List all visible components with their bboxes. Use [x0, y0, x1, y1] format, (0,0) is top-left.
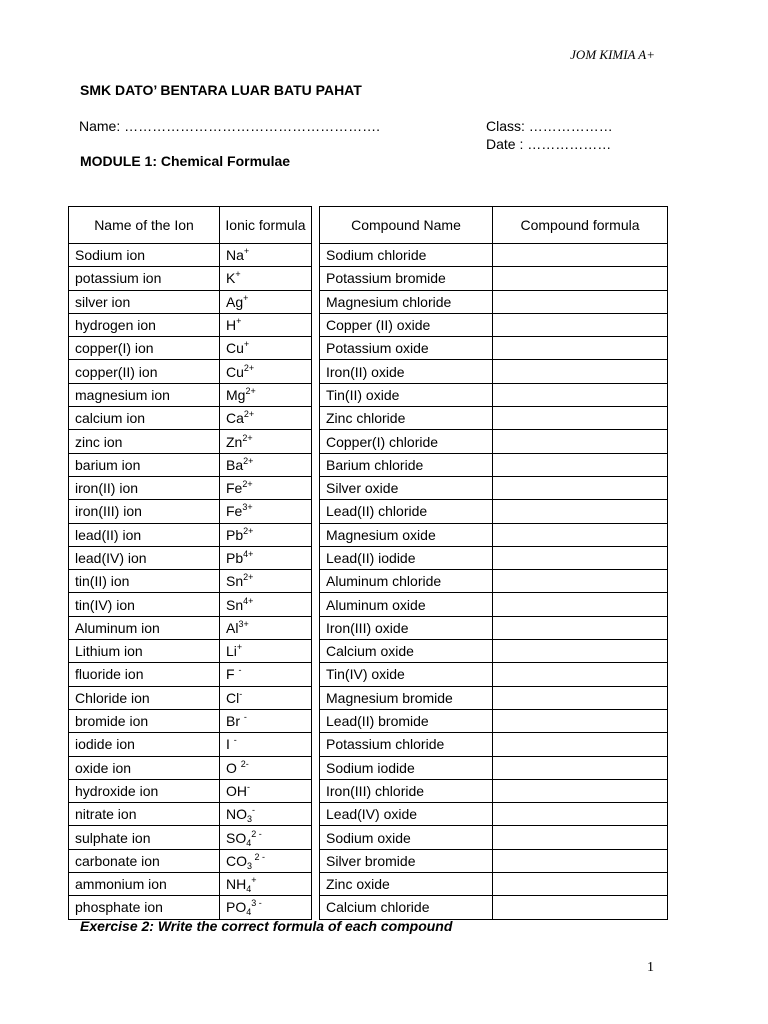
ion-name-cell: ammonium ion	[69, 873, 220, 896]
compound-formula-answer-cell[interactable]	[493, 826, 668, 849]
ion-name-cell: phosphate ion	[69, 896, 220, 919]
formula-subscript: 3	[247, 860, 253, 871]
table-row	[320, 849, 668, 872]
formula-base: I	[226, 736, 234, 753]
formula-base: Ba	[226, 456, 244, 473]
formula-charge: +	[243, 292, 249, 303]
formula-base: Fe	[226, 503, 243, 520]
formula-charge: 3+	[238, 618, 249, 629]
compound-name-cell: Copper (II) oxide	[320, 313, 493, 336]
ionic-formula-cell	[220, 663, 312, 686]
ion-name-cell: lead(II) ion	[69, 523, 220, 546]
table-row	[69, 873, 312, 896]
table-row	[69, 709, 312, 732]
table-row	[320, 756, 668, 779]
table-row	[69, 686, 312, 709]
formula-base: NO	[226, 806, 247, 823]
table-row	[320, 896, 668, 919]
ionic-formula-cell	[220, 383, 312, 406]
formula-charge: 2 -	[252, 851, 266, 862]
table-row	[320, 360, 668, 383]
compound-formula-answer-cell[interactable]	[493, 709, 668, 732]
compound-table-body	[320, 244, 668, 920]
table-row	[320, 430, 668, 453]
table-row	[69, 756, 312, 779]
compound-formula-answer-cell[interactable]	[493, 640, 668, 663]
table-row	[320, 290, 668, 313]
table-row	[320, 500, 668, 523]
table-row	[69, 337, 312, 360]
compound-formula-answer-cell[interactable]	[493, 523, 668, 546]
formula-charge: -	[243, 712, 247, 723]
ionic-formula-cell	[220, 779, 312, 802]
formula-charge: -	[239, 688, 243, 699]
compound-name-cell: Tin(IV) oxide	[320, 663, 493, 686]
table-row	[320, 709, 668, 732]
formula-base: Ag	[226, 293, 244, 310]
compound-name-cell: Copper(I) chloride	[320, 430, 493, 453]
ionic-formula-cell	[220, 733, 312, 756]
ionic-formula-cell	[220, 407, 312, 430]
formula-base: Na	[226, 247, 244, 264]
compound-table	[319, 206, 668, 920]
compound-name-cell: Lead(II) bromide	[320, 709, 493, 732]
table-row	[69, 546, 312, 569]
ion-table-body	[69, 244, 312, 920]
table-row	[320, 826, 668, 849]
formula-subscript: 4	[246, 907, 252, 918]
table-row	[69, 383, 312, 406]
compound-name-cell: Silver bromide	[320, 849, 493, 872]
ion-name-cell: iron(II) ion	[69, 476, 220, 499]
table-row	[320, 453, 668, 476]
ionic-formula-cell	[220, 849, 312, 872]
formula-base: Cl	[226, 689, 240, 706]
table-row	[320, 779, 668, 802]
formula-base: O	[226, 759, 241, 776]
table-row	[69, 476, 312, 499]
compound-formula-answer-cell[interactable]	[493, 803, 668, 826]
compound-formula-answer-cell[interactable]	[493, 756, 668, 779]
formula-base: Br	[226, 713, 244, 730]
formula-charge: 2+	[243, 409, 255, 420]
ion-name-cell: oxide ion	[69, 756, 220, 779]
formula-base: Li	[226, 643, 237, 660]
compound-name-cell: Magnesium oxide	[320, 523, 493, 546]
ion-name-cell: bromide ion	[69, 709, 220, 732]
compound-formula-answer-cell[interactable]	[493, 849, 668, 872]
table-row	[69, 244, 312, 267]
module-title: MODULE 1: Chemical Formulae	[80, 153, 291, 169]
exercise-instruction: Exercise 2: Write the correct formula of each compound	[80, 918, 453, 934]
compound-formula-answer-cell[interactable]	[493, 616, 668, 639]
formula-charge: 3 -	[251, 898, 262, 909]
ionic-formula-cell	[220, 826, 312, 849]
formula-charge: 4+	[243, 595, 254, 606]
formula-base: K	[226, 270, 236, 287]
ion-name-cell: lead(IV) ion	[69, 546, 220, 569]
ionic-formula-header: Ionic formula	[220, 207, 312, 244]
table-row	[69, 313, 312, 336]
compound-formula-answer-cell[interactable]	[493, 686, 668, 709]
table-row	[320, 803, 668, 826]
compound-name-header: Compound Name	[320, 207, 493, 244]
formula-charge: +	[243, 246, 250, 257]
ion-name-cell: barium ion	[69, 453, 220, 476]
formula-subscript: 3	[247, 814, 253, 825]
compound-name-cell: Sodium oxide	[320, 826, 493, 849]
table-row	[320, 523, 668, 546]
formula-base: Mg	[226, 386, 246, 403]
table-row	[69, 430, 312, 453]
table-row	[320, 663, 668, 686]
compound-name-cell: Lead(II) iodide	[320, 546, 493, 569]
table-row	[69, 267, 312, 290]
compound-name-cell: Silver oxide	[320, 476, 493, 499]
formula-charge: 2+	[243, 455, 254, 466]
table-row	[320, 267, 668, 290]
ion-name-cell: silver ion	[69, 290, 220, 313]
compound-formula-answer-cell[interactable]	[493, 476, 668, 499]
formula-base: Al	[226, 619, 239, 636]
formula-base: Cu	[226, 340, 244, 357]
ion-name-cell: Lithium ion	[69, 640, 220, 663]
ionic-formula-cell	[220, 709, 312, 732]
compound-formula-answer-cell[interactable]	[493, 546, 668, 569]
compound-name-cell: Calcium oxide	[320, 640, 493, 663]
table-row	[69, 803, 312, 826]
compound-formula-answer-cell[interactable]	[493, 407, 668, 430]
formula-base: Sn	[226, 573, 244, 590]
ion-name-cell: potassium ion	[69, 267, 220, 290]
formula-charge: 2+	[242, 432, 253, 443]
formula-base: Pb	[226, 550, 244, 566]
formula-subscript: 4	[246, 837, 252, 848]
formula-charge: -	[252, 805, 256, 816]
formula-charge: +	[243, 339, 250, 350]
compound-formula-answer-cell[interactable]	[493, 593, 668, 616]
table-row	[320, 337, 668, 360]
formula-charge: 2 -	[251, 828, 262, 839]
compound-formula-answer-cell[interactable]	[493, 779, 668, 802]
header-tag: JOM KIMIA A+	[570, 47, 655, 62]
formula-charge: 2+	[242, 479, 253, 490]
table-row	[320, 383, 668, 406]
table-row	[320, 313, 668, 336]
formula-base: Zn	[226, 433, 243, 450]
ionic-formula-cell	[220, 570, 312, 593]
table-row	[69, 663, 312, 686]
compound-name-cell: Magnesium chloride	[320, 290, 493, 313]
date-field: Date : ………………	[486, 136, 612, 152]
compound-formula-answer-cell[interactable]	[493, 383, 668, 406]
table-row	[69, 640, 312, 663]
table-row	[69, 779, 312, 802]
table-row	[320, 476, 668, 499]
compound-name-cell: Sodium iodide	[320, 756, 493, 779]
formula-base: Fe	[226, 480, 243, 497]
ionic-formula-cell	[220, 546, 312, 569]
ionic-formula-cell	[220, 523, 312, 546]
compound-name-cell: Lead(II) chloride	[320, 500, 493, 523]
table-row	[69, 570, 312, 593]
ion-name-cell: tin(IV) ion	[69, 593, 220, 616]
compound-formula-answer-cell[interactable]	[493, 896, 668, 919]
formula-charge: +	[251, 875, 257, 886]
ion-name-header: Name of the Ion	[69, 207, 220, 244]
class-field: Class: ………………	[486, 118, 613, 134]
ionic-formula-cell	[220, 803, 312, 826]
table-row	[320, 686, 668, 709]
compound-name-cell: Potassium bromide	[320, 267, 493, 290]
formula-charge: 4+	[243, 549, 254, 559]
formula-base: SO	[226, 829, 247, 846]
ion-name-cell: sulphate ion	[69, 826, 220, 849]
compound-name-cell: Iron(III) chloride	[320, 779, 493, 802]
formula-charge: 3+	[242, 502, 253, 513]
ion-name-cell: iodide ion	[69, 733, 220, 756]
table-row	[69, 896, 312, 919]
formula-charge: 2+	[245, 385, 256, 396]
compound-formula-answer-cell[interactable]	[493, 570, 668, 593]
compound-formula-header: Compound formula	[493, 207, 668, 244]
table-row	[69, 523, 312, 546]
compound-formula-answer-cell[interactable]	[493, 453, 668, 476]
ion-name-cell: nitrate ion	[69, 803, 220, 826]
formula-charge: 2+	[243, 572, 254, 583]
formula-charge: +	[235, 269, 241, 280]
ion-name-cell: hydroxide ion	[69, 779, 220, 802]
ionic-formula-cell	[220, 290, 312, 313]
table-row	[69, 593, 312, 616]
ionic-formula-cell	[220, 337, 312, 360]
compound-name-cell: Potassium oxide	[320, 337, 493, 360]
ionic-formula-cell	[220, 476, 312, 499]
table-row	[320, 407, 668, 430]
compound-name-cell: Zinc oxide	[320, 873, 493, 896]
formula-charge: -	[233, 735, 237, 746]
compound-name-cell: Zinc chloride	[320, 407, 493, 430]
ion-name-cell: copper(I) ion	[69, 337, 220, 360]
ionic-formula-cell	[220, 313, 312, 336]
compound-name-cell: Iron(III) oxide	[320, 616, 493, 639]
ionic-formula-cell	[220, 244, 312, 267]
formula-charge: +	[236, 642, 243, 653]
ionic-formula-cell	[220, 453, 312, 476]
formula-base: F	[226, 666, 239, 683]
compound-formula-answer-cell[interactable]	[493, 290, 668, 313]
table-row	[69, 849, 312, 872]
formula-charge: -	[238, 665, 242, 676]
table-row	[320, 873, 668, 896]
ion-name-cell: Sodium ion	[69, 244, 220, 267]
compound-name-cell: Aluminum oxide	[320, 593, 493, 616]
table-row	[320, 244, 668, 267]
compound-name-cell: Tin(II) oxide	[320, 383, 493, 406]
ion-name-cell: Chloride ion	[69, 686, 220, 709]
name-field: Name: ……………………………………………….	[79, 118, 381, 134]
formula-charge: 2+	[243, 525, 254, 536]
table-row	[320, 640, 668, 663]
formula-base: Pb	[226, 526, 244, 543]
ionic-formula-cell	[220, 686, 312, 709]
compound-name-cell: Magnesium bromide	[320, 686, 493, 709]
compound-name-cell: Barium chloride	[320, 453, 493, 476]
ion-name-cell: Aluminum ion	[69, 616, 220, 639]
compound-formula-answer-cell[interactable]	[493, 244, 668, 267]
formula-base: PO	[226, 899, 247, 916]
ionic-formula-cell	[220, 896, 312, 919]
compound-formula-answer-cell[interactable]	[493, 267, 668, 290]
table-row	[69, 733, 312, 756]
compound-formula-answer-cell[interactable]	[493, 733, 668, 756]
table-row	[69, 616, 312, 639]
ionic-formula-cell	[220, 430, 312, 453]
compound-name-cell: Lead(IV) oxide	[320, 803, 493, 826]
table-row	[69, 453, 312, 476]
ion-table	[68, 206, 312, 920]
page-number: 1	[647, 960, 654, 975]
ionic-formula-cell	[220, 500, 312, 523]
compound-name-cell: Calcium chloride	[320, 896, 493, 919]
formula-base: Sn	[226, 596, 244, 613]
compound-formula-answer-cell[interactable]	[493, 430, 668, 453]
compound-name-cell: Sodium chloride	[320, 244, 493, 267]
compound-name-cell: Potassium chloride	[320, 733, 493, 756]
formula-charge: -	[247, 781, 250, 792]
compound-formula-answer-cell[interactable]	[493, 663, 668, 686]
ionic-formula-cell	[220, 360, 312, 383]
ion-name-cell: copper(II) ion	[69, 360, 220, 383]
compound-formula-answer-cell[interactable]	[493, 873, 668, 896]
ion-name-cell: zinc ion	[69, 430, 220, 453]
formula-charge: 2+	[243, 362, 255, 373]
compound-name-cell: Aluminum chloride	[320, 570, 493, 593]
table-row	[320, 546, 668, 569]
formula-base: Cu	[226, 363, 244, 380]
table-row	[320, 733, 668, 756]
formula-base: CO	[226, 852, 247, 869]
compound-formula-answer-cell[interactable]	[493, 360, 668, 383]
ionic-formula-cell	[220, 593, 312, 616]
ion-name-cell: tin(II) ion	[69, 570, 220, 593]
ionic-formula-cell	[220, 267, 312, 290]
formula-base: H	[226, 317, 237, 334]
formula-base: OH	[226, 782, 247, 799]
ion-name-cell: carbonate ion	[69, 849, 220, 872]
formula-charge: 2-	[240, 758, 249, 769]
table-row	[69, 290, 312, 313]
table-row	[320, 616, 668, 639]
compound-formula-answer-cell[interactable]	[493, 500, 668, 523]
table-row	[69, 407, 312, 430]
compound-formula-answer-cell[interactable]	[493, 337, 668, 360]
ion-name-cell: magnesium ion	[69, 383, 220, 406]
table-row	[69, 360, 312, 383]
formula-base: NH	[226, 876, 247, 893]
table-row	[320, 593, 668, 616]
table-row	[69, 826, 312, 849]
ion-name-cell: iron(III) ion	[69, 500, 220, 523]
compound-name-cell: Iron(II) oxide	[320, 360, 493, 383]
table-row	[320, 570, 668, 593]
ion-name-cell: calcium ion	[69, 407, 220, 430]
ionic-formula-cell	[220, 616, 312, 639]
compound-formula-answer-cell[interactable]	[493, 313, 668, 336]
school-name: SMK DATO’ BENTARA LUAR BATU PAHAT	[80, 82, 362, 98]
ionic-formula-cell	[220, 640, 312, 663]
ion-name-cell: hydrogen ion	[69, 313, 220, 336]
table-row	[69, 500, 312, 523]
ionic-formula-cell	[220, 873, 312, 896]
ionic-formula-cell	[220, 756, 312, 779]
formula-charge: +	[236, 316, 242, 327]
formula-base: Ca	[226, 410, 244, 427]
ion-name-cell: fluoride ion	[69, 663, 220, 686]
formula-subscript: 4	[246, 884, 252, 895]
